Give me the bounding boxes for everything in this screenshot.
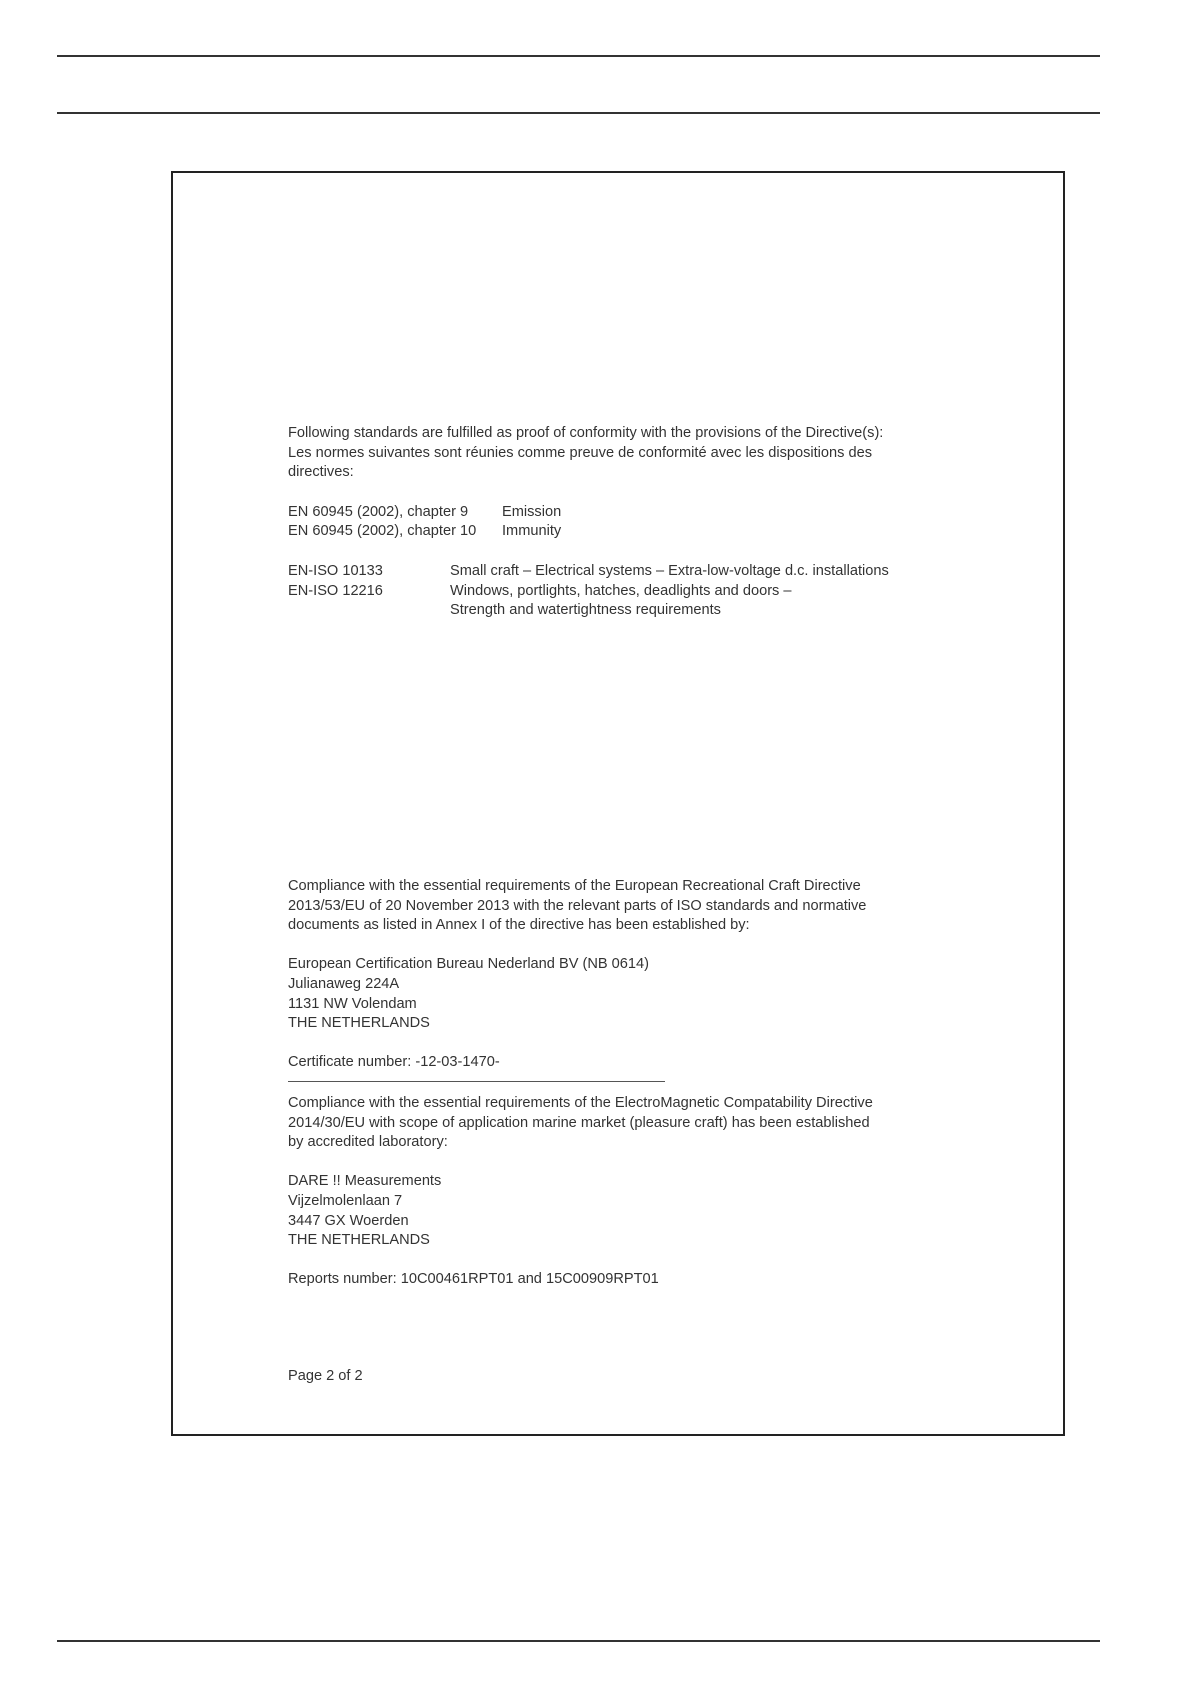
header-rule-top [57,55,1100,57]
rcd-line: documents as listed in Annex I of the directive has been established by: [288,917,750,934]
footer-rule [57,1640,1100,1642]
standard-row [288,503,948,523]
emc-line: Compliance with the essential requirements of the ElectroMagnetic Compatability Directive [288,1094,873,1111]
emc-line: 2014/30/EU with scope of application marine market (pleasure craft) has been established [288,1114,870,1131]
rcd-line: 2013/53/EU of 20 November 2013 with the relevant parts of ISO standards and normative [288,897,867,914]
standards-section [288,424,948,621]
standard-desc: Emission [502,503,562,520]
standard-row [288,582,948,602]
standard-desc: Windows, portlights, hatches, deadlights and doors – [450,582,792,599]
standards-group-iso [288,562,948,621]
reports-number: Reports number: 10C00461RPT01 and 15C00909RPT01 [288,1271,659,1288]
standard-code: EN-ISO 12216 [288,582,383,599]
page-number: Page 2 of 2 [288,1368,363,1384]
standard-code: EN 60945 (2002), chapter 10 [288,523,477,540]
rcd-compliance [288,877,948,1082]
section-divider [288,1081,665,1082]
standard-desc: Immunity [502,523,562,540]
standard-row [288,562,948,582]
notified-body-street: Julianaweg 224A [288,975,400,992]
standards-intro [288,424,948,483]
emc-compliance [288,1094,948,1290]
laboratory-country: THE NETHERLANDS [288,1232,430,1249]
notified-body-name: European Certification Bureau Nederland BV (NB 0614) [288,956,649,973]
compliance-section [288,877,948,1290]
standard-row [288,522,948,542]
intro-line: directives: [288,464,354,481]
notified-body-country: THE NETHERLANDS [288,1015,430,1032]
standard-row [288,601,948,621]
standard-code: EN 60945 (2002), chapter 9 [288,503,469,520]
intro-line: Les normes suivantes sont réunies comme preuve de conformité avec les dispositions des [288,444,873,461]
emc-line: by accredited laboratory: [288,1134,448,1151]
intro-line: Following standards are fulfilled as proof of conformity with the provisions of the Directive(s): [288,425,884,441]
standard-desc: Small craft – Electrical systems – Extra-low-voltage d.c. installations [450,562,889,579]
laboratory-city: 3447 GX Woerden [288,1212,409,1229]
standards-group-emc [288,503,948,542]
standard-code: EN-ISO 10133 [288,562,383,579]
standard-code [288,601,450,621]
certificate-number: Certificate number: -12-03-1470- [288,1054,500,1071]
laboratory-street: Vijzelmolenlaan 7 [288,1192,403,1209]
standard-desc: Strength and watertightness requirements [450,602,721,619]
rcd-line: Compliance with the essential requirements of the European Recreational Craft Directive [288,878,861,894]
laboratory-name: DARE !! Measurements [288,1173,442,1190]
header-rule-bottom [57,112,1100,114]
notified-body-city: 1131 NW Volendam [288,995,417,1012]
